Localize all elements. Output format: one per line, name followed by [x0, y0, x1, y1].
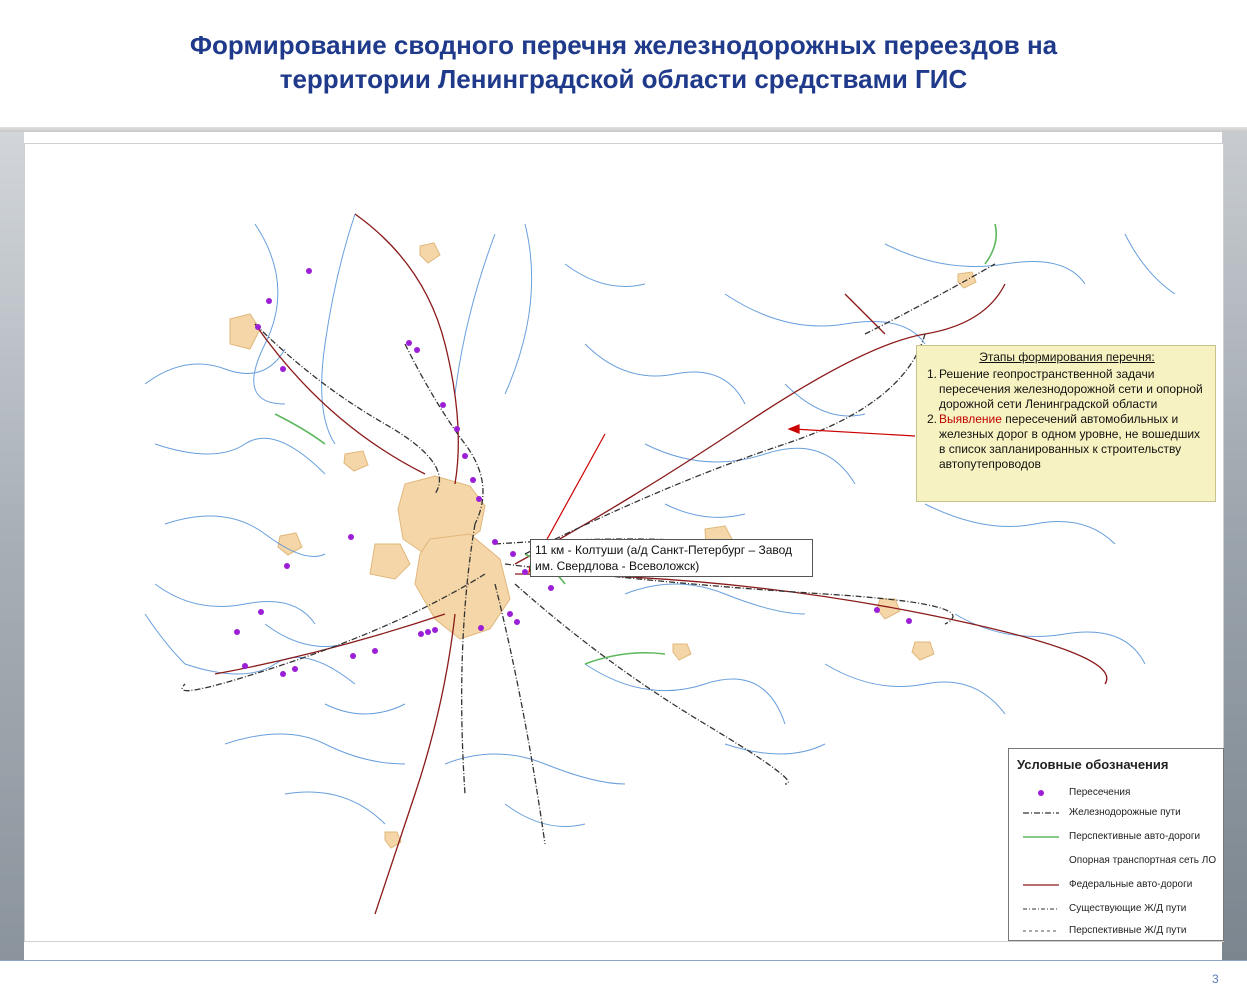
- intersection-point[interactable]: [510, 551, 516, 557]
- intersection-point[interactable]: [350, 653, 356, 659]
- intersection-point[interactable]: [280, 671, 286, 677]
- legend-item-planned-rail: [1017, 923, 1225, 939]
- intersection-point[interactable]: [280, 366, 286, 372]
- intersection-point[interactable]: [874, 607, 880, 613]
- intersection-point[interactable]: [514, 619, 520, 625]
- callout-text: 11 км - Колтуши (а/д Санкт-Петербург – Завод им. Свердлова - Всеволожск): [535, 543, 793, 573]
- intersection-point[interactable]: [414, 347, 420, 353]
- planned-road-line-icon: [1021, 830, 1061, 844]
- intersection-point[interactable]: [454, 426, 460, 432]
- intersection-points: [234, 268, 912, 677]
- koltushi-callout: [530, 539, 813, 577]
- intersection-point[interactable]: [906, 618, 912, 624]
- intersection-point[interactable]: [418, 631, 424, 637]
- legend-item-railways: [1017, 805, 1225, 821]
- railway-line-icon: [1021, 806, 1061, 820]
- slide-title: [0, 28, 1247, 96]
- map-legend: [1008, 748, 1224, 941]
- intersection-point[interactable]: [432, 627, 438, 633]
- support-network-line-icon: [1021, 854, 1061, 868]
- intersection-point[interactable]: [476, 496, 482, 502]
- legend-label: Опорная транспортная сеть ЛО: [1069, 855, 1217, 866]
- stage-number: 2.: [927, 412, 938, 426]
- title-line-1: Формирование сводного перечня железнодорожных переездов на: [189, 30, 1058, 60]
- intersection-point[interactable]: [478, 625, 484, 631]
- intersection-point[interactable]: [234, 629, 240, 635]
- legend-label: Железнодорожные пути: [1069, 807, 1181, 818]
- background-road-left: [0, 130, 24, 960]
- intersection-point[interactable]: [242, 663, 248, 669]
- intersection-point[interactable]: [425, 629, 431, 635]
- planned-roads: [275, 224, 996, 664]
- intersection-point[interactable]: [284, 563, 290, 569]
- intersection-point[interactable]: [406, 340, 412, 346]
- legend-item-intersections: [1017, 785, 1225, 801]
- stages-heading: Этапы формирования перечня:: [979, 350, 1155, 364]
- stage-text: пересечений автомобильных и железных дорог в одном уровне, не вошедших в список запланированных к строительству автопутепроводов: [939, 412, 1201, 471]
- stages-item-1: [927, 367, 1207, 412]
- stages-item-2: [927, 412, 1207, 472]
- intersection-point[interactable]: [306, 268, 312, 274]
- intersection-dot-icon: [1021, 786, 1061, 800]
- legend-label: Федеральные авто-дороги: [1069, 879, 1193, 890]
- legend-item-existing-rail: [1017, 901, 1225, 917]
- intersection-point[interactable]: [492, 539, 498, 545]
- intersection-point[interactable]: [292, 666, 298, 672]
- intersection-point[interactable]: [266, 298, 272, 304]
- footer-divider: [0, 960, 1247, 961]
- planned-rail-line-icon: [1021, 924, 1061, 938]
- intersection-point[interactable]: [462, 453, 468, 459]
- legend-label: Пересечения: [1069, 787, 1131, 798]
- intersection-point[interactable]: [522, 569, 528, 575]
- legend-item-support-network: [1017, 853, 1225, 869]
- background-road-right: [1222, 130, 1247, 960]
- intersection-point[interactable]: [372, 648, 378, 654]
- intersection-point[interactable]: [507, 611, 513, 617]
- legend-title: Условные обозначения: [1017, 757, 1169, 772]
- intersection-point[interactable]: [348, 534, 354, 540]
- title-line-2: территории Ленинградской области средствами ГИС: [279, 64, 968, 94]
- support-network-roads: [145, 214, 1175, 827]
- legend-item-planned-roads: [1017, 829, 1225, 845]
- stage-number: 1.: [927, 367, 938, 381]
- page-number: 3: [1212, 972, 1219, 986]
- legend-label: Перспективные авто-дороги: [1069, 831, 1201, 842]
- intersection-point[interactable]: [255, 324, 261, 330]
- intersection-point[interactable]: [548, 585, 554, 591]
- stage-highlight: Выявление: [939, 412, 1002, 426]
- existing-rail-line-icon: [1021, 902, 1061, 916]
- stage-text: Решение геопространственной задачи пересечения железнодорожной сети и опорной дорожной сети Ленинградской области: [939, 367, 1203, 411]
- intersection-point[interactable]: [470, 477, 476, 483]
- legend-label: Перспективные Ж/Д пути: [1069, 925, 1187, 936]
- intersection-point[interactable]: [440, 402, 446, 408]
- stages-box: [916, 345, 1216, 502]
- intersection-point[interactable]: [258, 609, 264, 615]
- title-divider: [0, 127, 1247, 132]
- legend-item-federal-roads: [1017, 877, 1225, 893]
- federal-road-line-icon: [1021, 878, 1061, 892]
- legend-label: Существующие Ж/Д пути: [1069, 903, 1187, 914]
